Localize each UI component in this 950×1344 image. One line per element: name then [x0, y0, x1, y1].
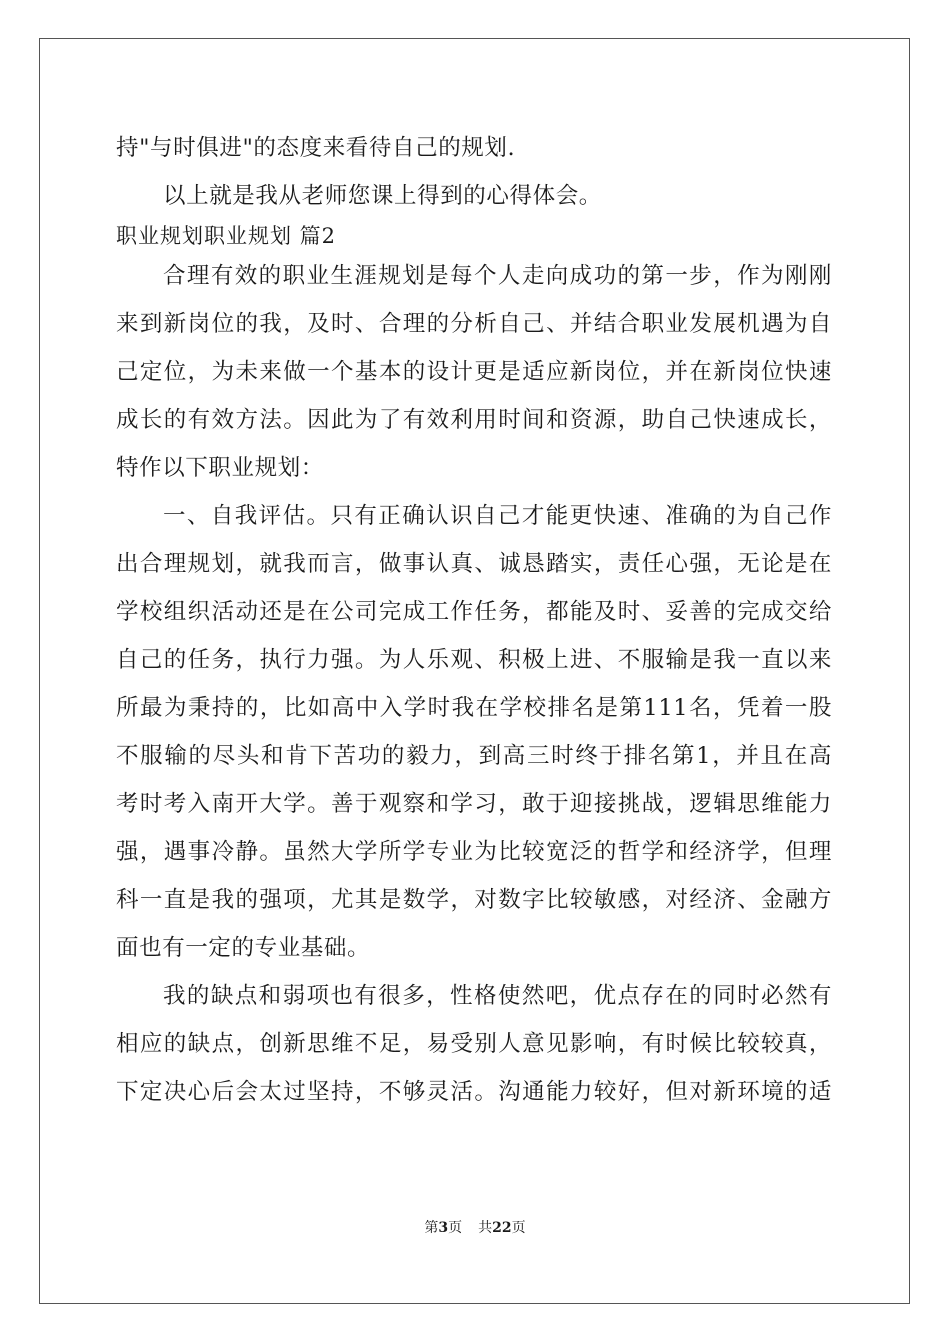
current-page: 3	[438, 1220, 449, 1236]
text-line: 持"与时俱进"的态度来看待自己的规划.	[116, 135, 516, 161]
page-total	[478, 1220, 525, 1236]
page-number	[424, 1220, 462, 1236]
text-line: 己定位，为未来做一个基本的设计更是适应新岗位，并在新岗位快速	[116, 359, 832, 385]
page-label-prefix: 第	[424, 1220, 439, 1236]
text-line: 自己的任务，执行力强。为人乐观、积极上进、不服输是我一直以来	[116, 647, 832, 673]
total-pages: 22	[492, 1220, 512, 1236]
document-body	[116, 128, 836, 1120]
total-suffix: 页	[511, 1220, 526, 1236]
text-line: 相应的缺点，创新思维不足，易受别人意见影响，有时候比较较真，	[116, 1031, 832, 1057]
text-line: 强，遇事冷静。虽然大学所学专业为比较宽泛的哲学和经济学，但理	[116, 839, 832, 865]
page-label-suffix: 页	[448, 1220, 463, 1236]
text-line: 特作以下职业规划：	[116, 455, 324, 481]
section-heading: 职业规划职业规划 篇2	[116, 224, 337, 248]
text-line: 不服输的尽头和肯下苦功的毅力，到高三时终于排名第1，并且在高	[116, 743, 832, 769]
text-line: 我的缺点和弱项也有很多，性格使然吧，优点存在的同时必然有	[163, 983, 832, 1009]
text-line: 合理有效的职业生涯规划是每个人走向成功的第一步，作为刚刚	[163, 263, 832, 289]
text-line: 出合理规划，就我而言，做事认真、诚恳踏实，责任心强，无论是在	[116, 551, 832, 577]
text-line: 科一直是我的强项，尤其是数学，对数字比较敏感，对经济、金融方	[116, 887, 832, 913]
text-line: 所最为秉持的，比如高中入学时我在学校排名是第111名，凭着一股	[116, 695, 832, 721]
text-line: 面也有一定的专业基础。	[116, 935, 371, 961]
total-prefix: 共	[478, 1220, 493, 1236]
text-line: 考时考入南开大学。善于观察和学习，敢于迎接挑战，逻辑思维能力	[116, 791, 832, 817]
page-footer	[0, 1218, 950, 1238]
text-line: 成长的有效方法。因此为了有效利用时间和资源，助自己快速成长，	[116, 407, 832, 433]
text-line: 学校组织活动还是在公司完成工作任务，都能及时、妥善的完成交给	[116, 599, 832, 625]
text-line: 一、自我评估。只有正确认识自己才能更快速、准确的为自己作	[163, 503, 832, 529]
text-line: 来到新岗位的我，及时、合理的分析自己、并结合职业发展机遇为自	[116, 311, 832, 337]
text-line: 下定决心后会太过坚持，不够灵活。沟通能力较好，但对新环境的适	[116, 1079, 832, 1105]
text-line: 以上就是我从老师您课上得到的心得体会。	[163, 183, 602, 209]
